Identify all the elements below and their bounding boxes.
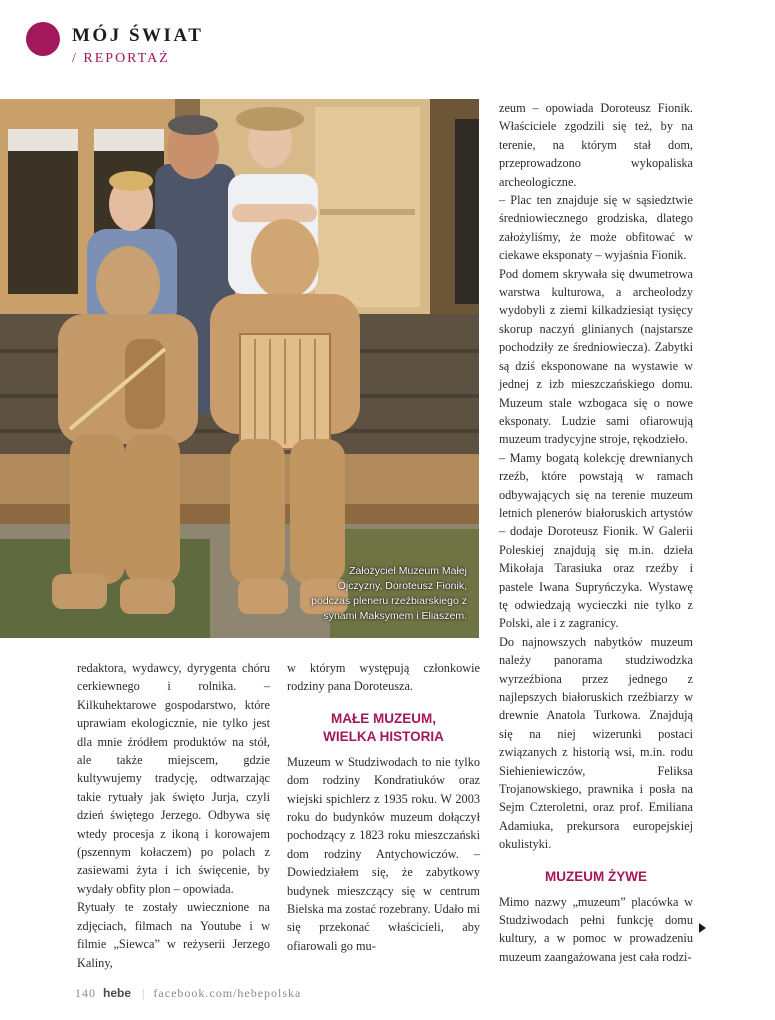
- footer-url: facebook.com/hebepolska: [153, 986, 302, 1000]
- section-marker-circle: [26, 22, 60, 56]
- paragraph: Do najnowszych nabytków muzeum należy panorama studziwodzka wyrzeźbiona przez jednego z najlepszych białoruskich rzeźbiarzy w drewnie Anatola Turkowa. Znajdują się na niej wizerunki postaci związanych z historią wsi, m.in. rodu Siehieniewiczów, Feliksa Trojanowskiego, prawnika i posła na Sejm Czteroletni, oraz prof. Emiliana Adamiuka, prekursora europejskiej okulistyki.: [499, 634, 693, 852]
- text-column-1: [77, 659, 270, 972]
- wood-sculptures-photo: [0, 99, 479, 638]
- paragraph: Rytuały te zostały uwiecznione na zdjęciach, filmach na Youtube i w filmie „Siewca” w reżyserii Jerzego Kaliny,: [77, 900, 270, 970]
- page-number: 140: [75, 986, 96, 1000]
- subheading-muzeum-zywe: MUZEUM ŻYWE: [545, 868, 647, 884]
- section-subtitle: / REPORTAŻ: [72, 51, 170, 66]
- paragraph: w którym występują członkowie rodziny pana Doroteusza.: [287, 661, 480, 694]
- paragraph: – Plac ten znajduje się w sąsiedztwie średniowiecznego grodziska, dlatego założyliśmy, że może obfitować w ciekawe eksponaty – wyjaśnia Fionik.: [499, 193, 693, 263]
- text-column-3: [499, 99, 693, 966]
- subheading-male-muzeum: [287, 710, 480, 746]
- text-column-2: [287, 659, 480, 955]
- paragraph: Mimo nazwy „muzeum” placówka w Studziwodach pełni funkcję domu kultury, a w pomoc w prowadzeniu muzeum zaangażowana jest cała rodzi-: [499, 894, 693, 964]
- photo-caption: Założyciel Muzeum Małej Ojczyzny, Doroteusz Fionik, podczas pleneru rzeźbiarskiego z synami Maksymem i Eliaszem.: [311, 565, 467, 622]
- paragraph: zeum – opowiada Doroteusz Fionik. Właściciele zgodzili się też, by na terenie, na którym stał dom, przeprowadzono wykopaliska archeologiczne.: [499, 101, 693, 189]
- subheading-line: WIELKA HISTORIA: [323, 728, 444, 744]
- paragraph: Muzeum w Studziwodach to nie tylko dom rodziny Kondratiuków oraz wiejski spichlerz z 1935 roku. W 2003 roku do budynków muzeum dołączył pochodzący z 1823 roku mieszczański dom rodziny Antychowiczów. – Dowiedziałem się, że zabytkowy budynek mieszczący się w centrum Bielska ma zostać rozebrany. Udało mi się przekonać właścicieli, aby ofiarowali go mu-: [287, 754, 480, 953]
- subheading-line: MAŁE MUZEUM,: [331, 710, 436, 726]
- paragraph: – Mamy bogatą kolekcję drewnianych rzeźb, które powstają w ramach odbywających się na terenie muzeum letnich plenerów białoruskich artystów – dodaje Doroteusz Fionik. W Galerii Poleskiej znajdują się m.in. dzieła Mikołaja Tarasiuka oraz rzeźby i pastele Iwana Suprуńczyka. Wystawę tę odwiedzają wycieczki nie tylko z Polski, ale i z zagranicy.: [499, 450, 693, 631]
- paragraph: Pod domem skrywała się dwumetrowa warstwa kulturowa, a archeolodzy wydobyli z ziemi kilkadziesiąt tysięcy skorup naczyń glinianych (najstarsze pochodziły ze średniowiecza). Zabytki są dziś eksponowane na wystawie w jednej z izb mieszczańskiego domu. Muzeum stale wzbogaca się o nowe eksponaty. Ludzie sami ofiarowują muzeum tradycyjne stroje, rękodzieło.: [499, 266, 693, 447]
- footer-separator: |: [142, 986, 146, 1000]
- continue-arrow-icon: [699, 923, 706, 933]
- brand-logo: hebe: [103, 986, 132, 1000]
- page-footer: [75, 986, 301, 1001]
- paragraph: redaktora, wydawcy, dyrygenta chóru cerkiewnego i rolnika. – Kilkuhektarowe gospodarstwo, które uprawiam ekologicznie, nie tylko jest dla mnie źródłem produktów na stół, ale także miejscem, gdzie kultywujemy tradycję, odtwarzając takie rytuały jak święto Jurja, czyli dzień świętego Jerzego. Odbywa się wtedy procesja z ikoną i korowajem (pszennym kołaczem) po polach z zasiewami żyta i ich święcenie, by wydały obfity plon – opowiada.: [77, 661, 270, 896]
- section-title: MÓJ ŚWIAT: [72, 25, 204, 46]
- article-photo: [0, 99, 479, 638]
